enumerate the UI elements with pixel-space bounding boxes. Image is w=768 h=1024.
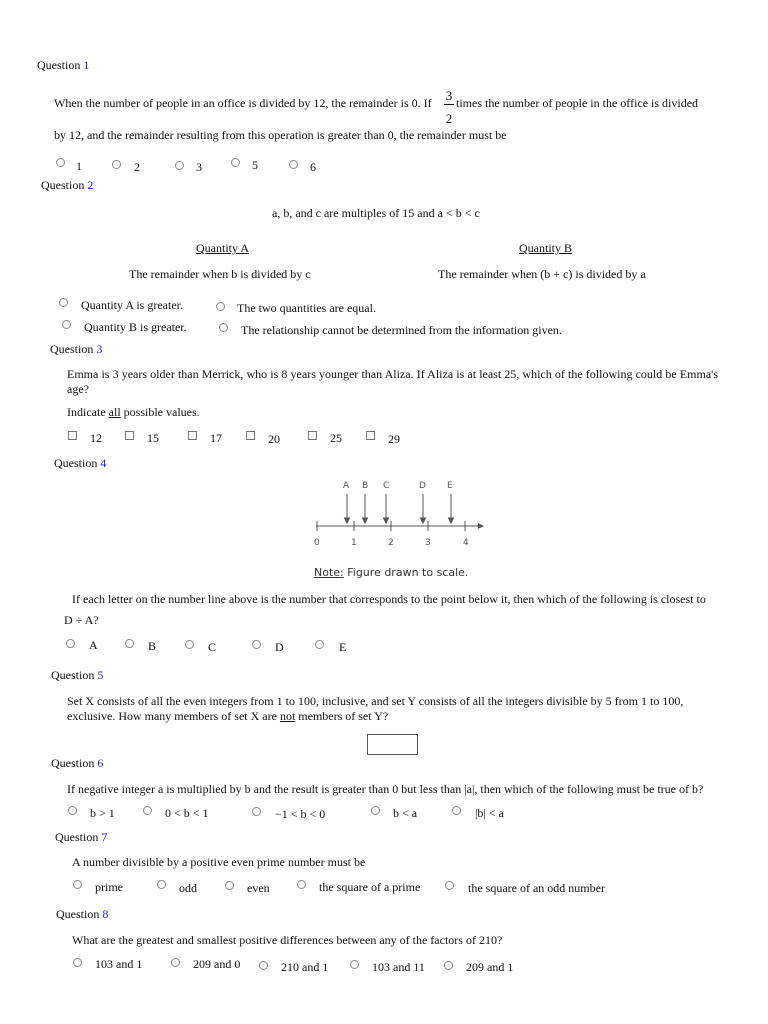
fraction-bar [444,104,454,105]
q3-choice-15-checkbox[interactable] [125,431,134,440]
q1-choice-4-label: 5 [252,158,258,172]
fraction-numerator: 3 [445,88,453,103]
q2-choice-b-label: The two quantities are equal. [237,301,376,315]
q3-choice-17-label: 17 [210,431,222,445]
q1-choice-1-label: 1 [76,159,82,173]
question-4-text-line2: D ÷ A? [64,613,99,627]
question-3-text: Emma is 3 years older than Merrick, who is 8 years younger than Aliza. If Aliza is at least 25, which of the following could be Emma's age? [67,367,718,396]
q3-choice-29-label: 29 [388,432,400,446]
q6-choice-d-label: b < a [393,806,418,820]
q3-choice-29-checkbox[interactable] [366,431,375,440]
tick-label-0: 0 [314,538,320,548]
question-label: Question [56,907,100,921]
number-line-arrowhead [478,523,484,529]
q4-choice-a-radio[interactable] [66,639,75,648]
point-label-e: E [447,481,453,491]
q2-choice-d-label: The relationship cannot be determined from the information given. [241,323,562,337]
q2-choice-c-label: Quantity B is greater. [84,320,187,334]
q4-choice-e-radio[interactable] [315,640,324,649]
q7-choice-a-label: prime [95,880,123,894]
q6-choice-c-label: −1 < b < 0 [275,807,326,821]
q1-choice-5-radio[interactable] [289,160,298,169]
q4-choice-d-label: D [275,640,284,654]
q3-choice-20-label: 20 [268,432,280,446]
q3-choice-17-checkbox[interactable] [188,431,197,440]
q2-choice-d-radio[interactable] [219,323,228,332]
question-text: exclusive. How many members of set X are [67,709,280,723]
question-label: Question [50,342,94,356]
q6-choice-a-label: b > 1 [90,806,115,820]
quantity-a-heading: Quantity A [196,241,249,255]
q7-choice-d-radio[interactable] [297,880,306,889]
point-label-d: D [419,481,426,491]
q4-choice-b-label: B [148,639,157,653]
q8-choice-a-label: 103 and 1 [95,957,143,971]
q8-choice-b-label: 209 and 0 [193,957,241,971]
q7-choice-e-label: the square of an odd number [468,881,605,895]
q4-choice-c-radio[interactable] [185,640,194,649]
question-number: 3 [96,342,103,356]
question-8-heading [56,907,108,922]
q1-choice-2-label: 2 [134,160,140,174]
question-2-heading [41,178,93,193]
question-3-instruction [67,405,200,420]
note-label: Note: [314,566,344,579]
q4-choice-b-radio[interactable] [125,639,134,648]
q4-choice-a-label: A [89,638,98,652]
point-b-arrow [363,494,368,523]
q1-choice-1-radio[interactable] [56,158,65,167]
q4-choice-e-label: E [339,640,347,654]
question-6-text: If negative integer a is multiplied by b and the result is greater than 0 but less than |a|, then which of the following must be true of b? [67,782,704,796]
q1-choice-4-radio[interactable] [231,158,240,167]
question-7-heading [55,830,107,845]
question-text: members of set Y? [295,709,389,723]
q8-choice-c-label: 210 and 1 [281,960,329,974]
q8-choice-d-radio[interactable] [350,960,359,969]
q7-choice-e-radio[interactable] [445,881,454,890]
q6-choice-a-radio[interactable] [68,806,77,815]
question-5-heading [51,668,103,683]
question-7-text: A number divisible by a positive even prime number must be [72,855,366,869]
q1-choice-3-radio[interactable] [175,161,184,170]
question-number: 2 [87,178,94,192]
q1-choice-5-label: 6 [310,160,316,174]
question-label: Question [55,830,99,844]
question-number: 6 [97,756,104,770]
question-5-text-line2 [67,709,388,724]
q8-choice-c-radio[interactable] [259,961,268,970]
question-number: 4 [100,456,107,470]
point-a-arrow [345,494,350,523]
q7-choice-d-label: the square of a prime [319,880,421,894]
q7-choice-a-radio[interactable] [73,880,82,889]
q1-choice-3-label: 3 [196,160,202,174]
point-label-c: C [383,481,390,491]
q2-choice-a-label: Quantity A is greater. [81,298,183,312]
instruction-emphasis: all [108,405,121,419]
question-8-text: What are the greatest and smallest positive differences between any of the factors of 210? [72,933,503,947]
tick-label-3: 3 [425,538,431,548]
question-number: 5 [97,668,104,682]
question-label: Question [37,58,81,72]
tick-label-1: 1 [351,538,357,548]
point-c-arrow [384,494,389,523]
question-5-text-line1: Set X consists of all the even integers from 1 to 100, inclusive, and set Y consists of all the integers divisible by 5 from 1 to 100, [67,694,684,708]
q1-choice-2-radio[interactable] [112,160,121,169]
q2-choice-a-radio[interactable] [59,298,68,307]
point-d-arrow [421,494,426,523]
q2-choice-c-radio[interactable] [62,320,71,329]
q8-choice-e-radio[interactable] [444,961,453,970]
note-text: Figure drawn to scale. [343,566,469,579]
q7-choice-c-label: even [247,881,270,895]
question-number: 1 [83,58,90,72]
quantity-b-text: The remainder when (b + c) is divided by a [438,267,646,281]
question-label: Question [51,756,95,770]
q6-choice-c-radio[interactable] [252,807,261,816]
question-3-heading [50,342,102,357]
point-label-a: A [343,481,350,491]
fraction-denominator: 2 [445,111,453,126]
instruction-text: possible values. [120,405,200,419]
q3-choice-20-checkbox[interactable] [246,431,255,440]
question-number: 8 [102,907,109,921]
q8-choice-d-label: 103 and 11 [372,960,425,974]
q2-choice-b-radio[interactable] [216,302,225,311]
question-1-text-line1b: times the number of people in the office is divided [456,96,699,110]
instruction-text: Indicate [67,405,109,419]
q7-choice-c-radio[interactable] [225,881,234,890]
q6-choice-e-radio[interactable] [452,806,461,815]
question-label: Question [41,178,85,192]
q8-choice-a-radio[interactable] [73,958,82,967]
q6-choice-b-radio[interactable] [143,806,152,815]
quantity-b-heading: Quantity B [519,241,572,255]
q3-choice-12-label: 12 [90,431,102,445]
question-6-heading [51,756,103,771]
question-1-text-line2: by 12, and the remainder resulting from this operation is greater than 0, the remainder must be [54,128,507,142]
point-label-b: B [362,481,369,491]
q3-choice-12-checkbox[interactable] [68,431,77,440]
figure-note [314,566,468,579]
answer-input[interactable] [367,734,418,755]
q7-choice-b-radio[interactable] [157,880,166,889]
q3-choice-25-label: 25 [330,431,342,445]
q6-choice-d-radio[interactable] [371,806,380,815]
question-number: 7 [101,830,108,844]
question-emphasis: not [279,709,296,723]
q8-choice-e-label: 209 and 1 [466,960,514,974]
q8-choice-b-radio[interactable] [171,958,180,967]
q6-choice-e-label: |b| < a [475,806,504,820]
tick-label-2: 2 [388,538,394,548]
q6-choice-b-label: 0 < b < 1 [165,806,209,820]
question-1-heading [37,58,89,73]
question-label: Question [54,456,98,470]
tick-label-4: 4 [463,538,469,548]
quantity-a-text: The remainder when b is divided by c [129,267,311,281]
q4-choice-d-radio[interactable] [252,640,261,649]
question-1-text-line1: When the number of people in an office is divided by 12, the remainder is 0. If [54,96,432,110]
q3-choice-25-checkbox[interactable] [308,431,317,440]
question-2-given: a, b, and c are multiples of 15 and a < b < c [272,206,480,220]
question-label: Question [51,668,95,682]
question-4-text-line1: If each letter on the number line above is the number that corresponds to the point below it, then which of the following is closest to [72,592,706,606]
q7-choice-b-label: odd [179,881,197,895]
point-e-arrow [449,494,454,523]
q3-choice-15-label: 15 [147,431,159,445]
q4-choice-c-label: C [208,640,217,654]
question-4-heading [54,456,106,471]
